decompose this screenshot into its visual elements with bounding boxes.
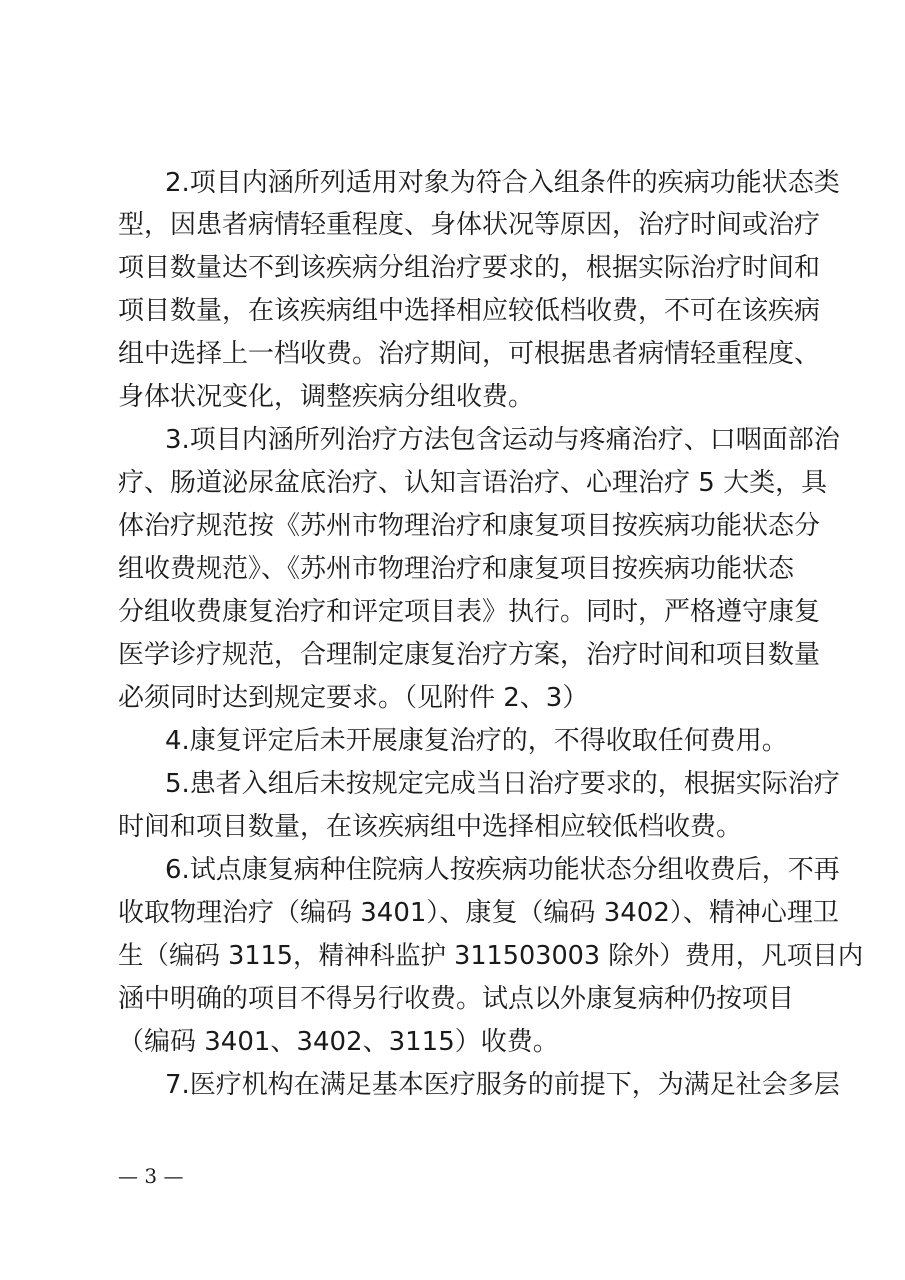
paragraph-3-line-4: 组收费规范》、《苏州市物理治疗和康复项目按疾病功能状态: [118, 554, 795, 584]
paragraph-6-line-1: 6.试点康复病种住院病人按疾病功能状态分组收费后，不再: [165, 855, 840, 885]
paragraph-3-line-2: 疗、肠道泌尿盆底治疗、认知言语治疗、心理治疗 5 大类，具: [118, 468, 828, 498]
paragraph-2-line-2: 型，因患者病情轻重程度、身体状况等原因，治疗时间或治疗: [118, 210, 821, 240]
paragraph-2-line-6: 身体状况变化，调整疾病分组收费。: [118, 382, 535, 412]
paragraph-3-line-7: 必须同时达到规定要求。（见附件 2、3）: [118, 683, 589, 713]
paragraph-3-line-5: 分组收费康复治疗和评定项目表》执行。同时，严格遵守康复: [118, 597, 821, 627]
paragraph-2-line-5: 组中选择上一档收费。治疗期间，可根据患者病情轻重程度、: [118, 339, 821, 369]
paragraph-3-line-3: 体治疗规范按《苏州市物理治疗和康复项目按疾病功能状态分: [118, 511, 821, 541]
paragraph-3-line-1: 3.项目内涵所列治疗方法包含运动与疼痛治疗、口咽面部治: [165, 425, 840, 455]
paragraph-2-line-3: 项目数量达不到该疾病分组治疗要求的，根据实际治疗时间和: [118, 253, 821, 283]
paragraph-7-line-1: 7.医疗机构在满足基本医疗服务的前提下，为满足社会多层: [165, 1070, 840, 1100]
paragraph-3-line-6: 医学诊疗规范，合理制定康复治疗方案，治疗时间和项目数量: [118, 640, 821, 670]
paragraph-6-line-2: 收取物理治疗（编码 3401）、康复（编码 3402）、精神心理卫: [118, 898, 839, 928]
paragraph-5-line-2: 时间和项目数量，在该疾病组中选择相应较低档收费。: [118, 812, 743, 842]
paragraph-4-line-1: 4.康复评定后未开展康复治疗的，不得收取任何费用。: [165, 726, 788, 756]
page-number: — 3 —: [118, 1164, 184, 1188]
paragraph-6-line-3: 生（编码 3115，精神科监护 311503003 除外）费用，凡项目内: [118, 941, 864, 971]
paragraph-2-line-1: 2.项目内涵所列适用对象为符合入组条件的疾病功能状态类: [165, 168, 840, 198]
paragraph-2-line-4: 项目数量，在该疾病组中选择相应较低档收费，不可在该疾病: [118, 296, 821, 326]
paragraph-6-line-5: （编码 3401、3402、3115）收费。: [118, 1027, 559, 1057]
paragraph-6-line-4: 涵中明确的项目不得另行收费。试点以外康复病种仍按项目: [118, 984, 795, 1014]
paragraph-5-line-1: 5.患者入组后未按规定完成当日治疗要求的，根据实际治疗: [165, 769, 840, 799]
